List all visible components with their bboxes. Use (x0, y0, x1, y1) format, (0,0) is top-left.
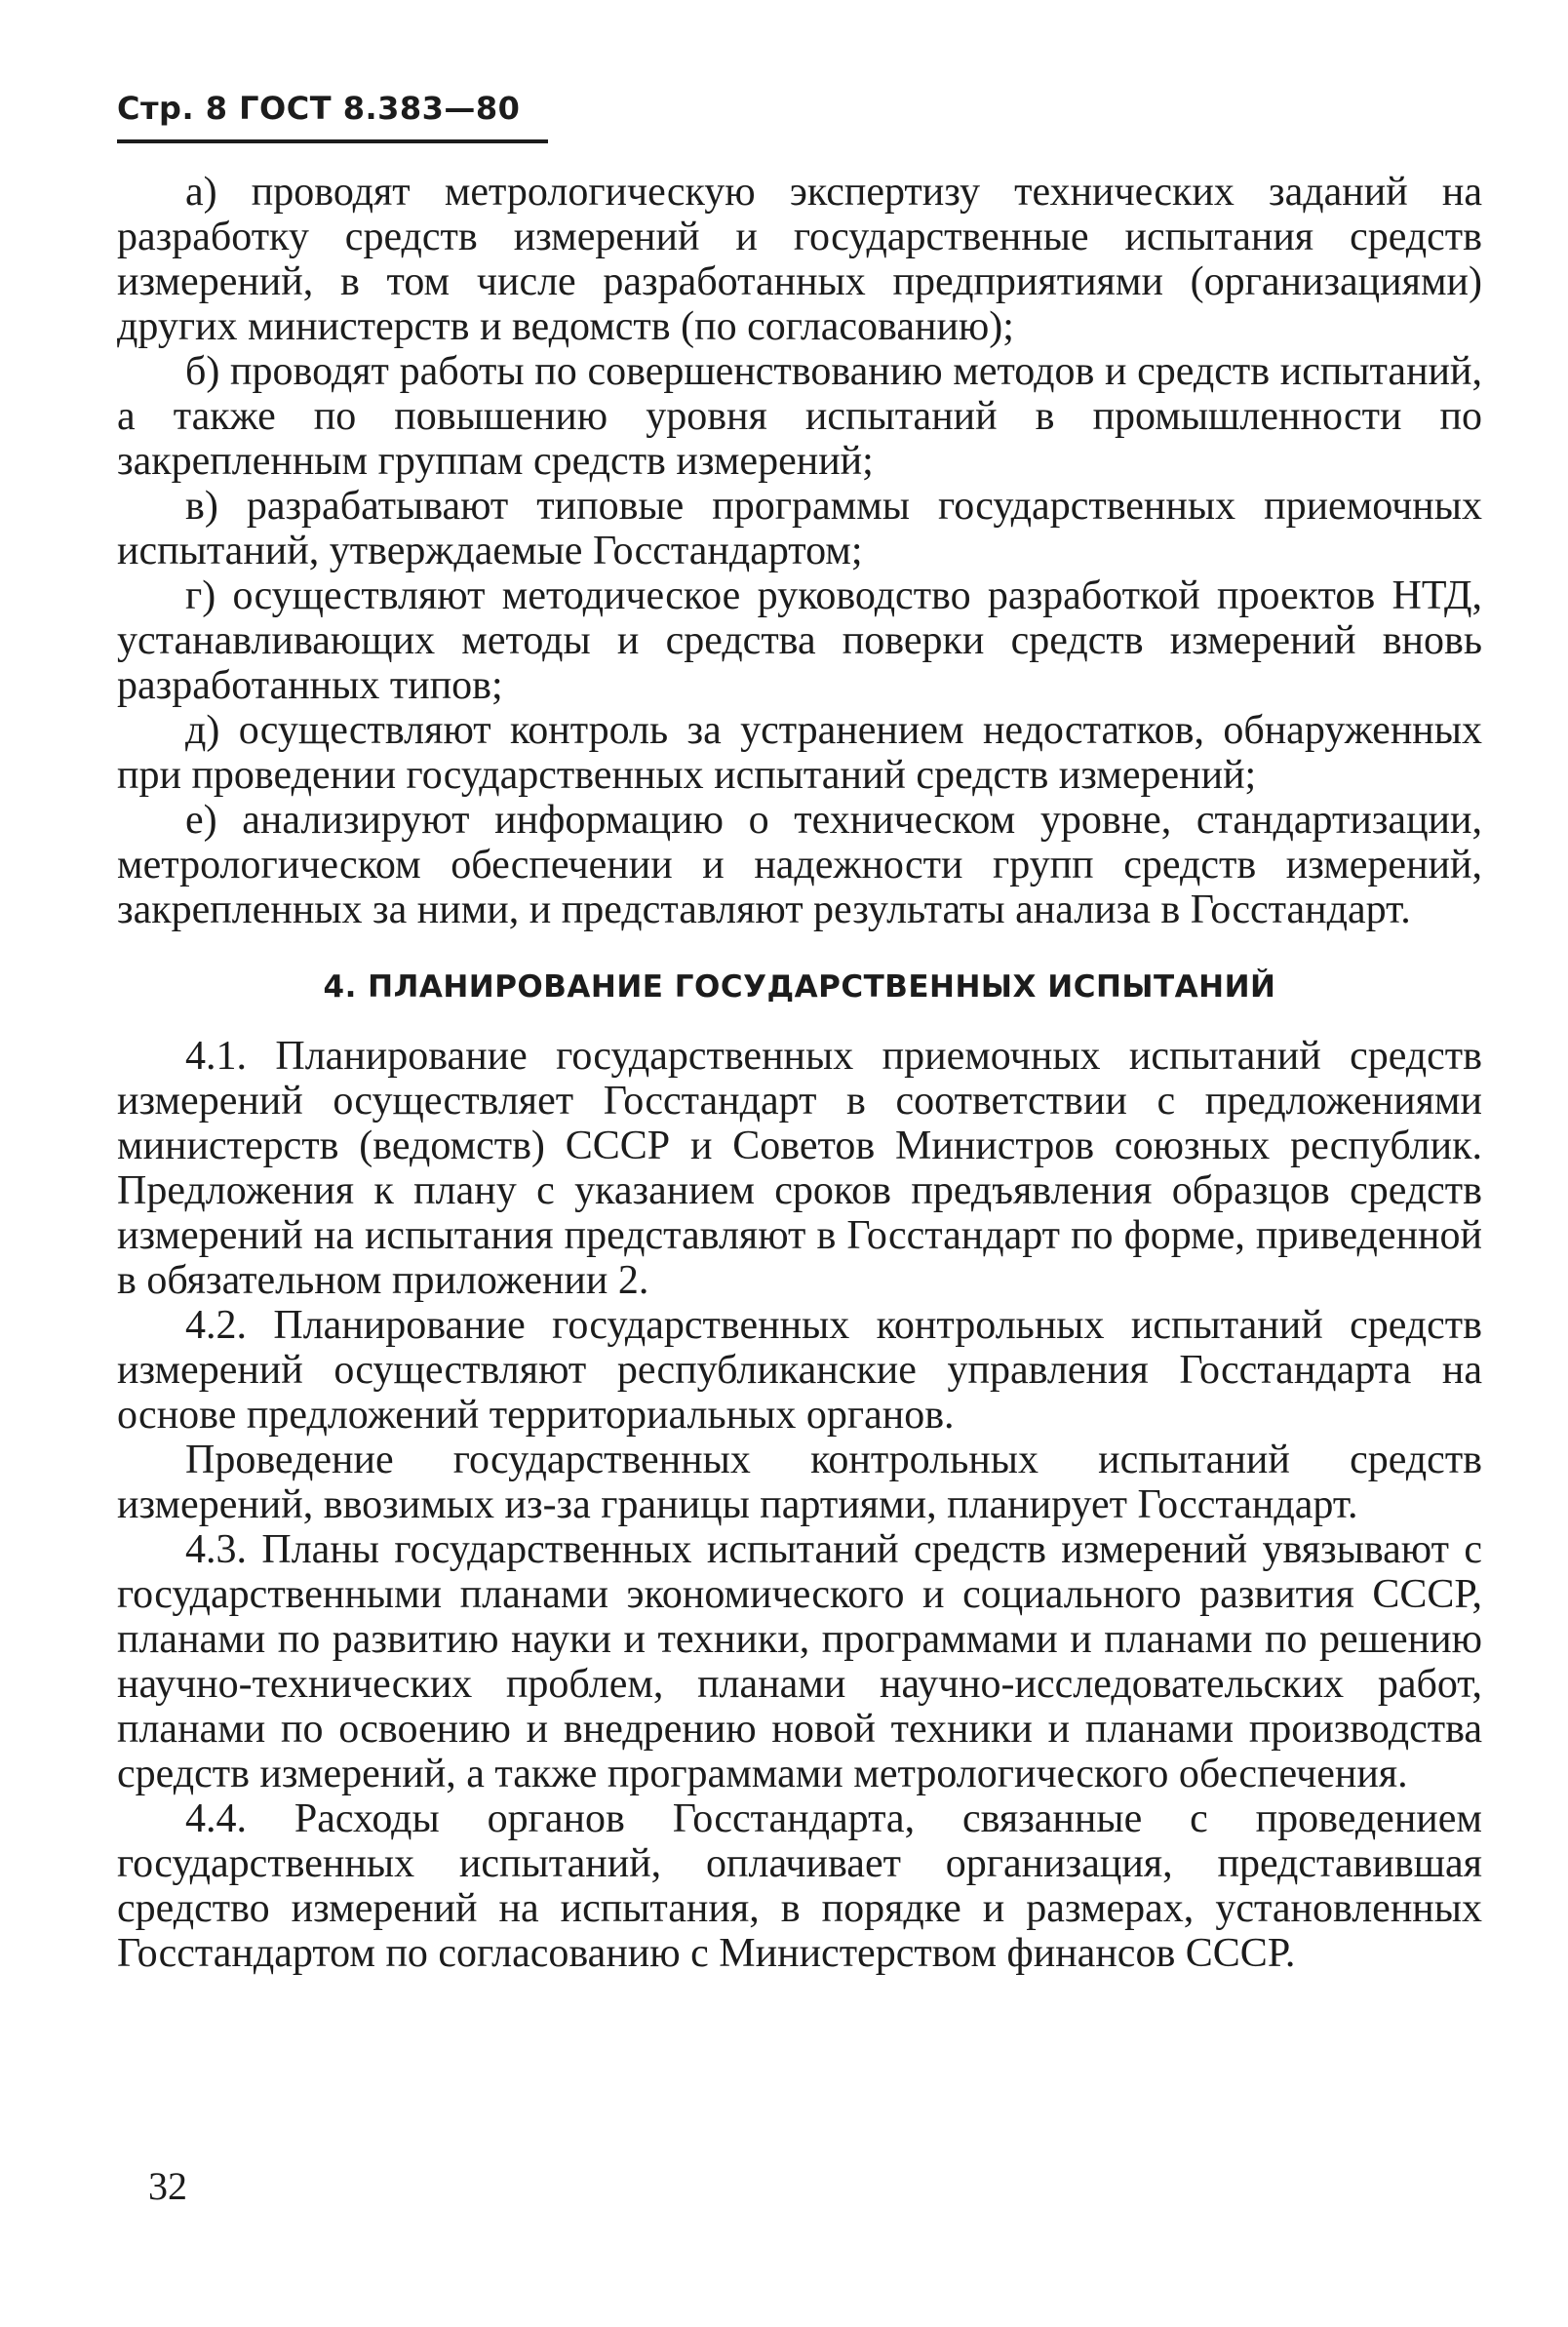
paragraph-4-2: 4.2. Планирование государственных контрольных испытаний средств измерений осуществляют республиканские управления Госстандарта на основе предложений территориальных органов. (117, 1303, 1482, 1438)
paragraph-4-3: 4.3. Планы государственных испытаний средств измерений увязывают с государственными планами экономического и социального развития СССР, планами по развитию науки и техники, программами и планами по решению научно-технических проблем, планами научно-исследовательских работ, планами по освоению и внедрению новой техники и планами производства средств измерений, а также программами метрологического обеспечения. (117, 1527, 1482, 1796)
paragraph-4-1: 4.1. Планирование государственных приемочных испытаний средств измерений осуществляет Госстандарт в соответствии с предложениями министерств (ведомств) СССР и Советов Министров союзных республик. Предложения к плану с указанием сроков предъявления образцов средств измерений на испытания представляют в Госстандарт по форме, приведенной в обязательном приложении 2. (117, 1034, 1482, 1303)
document-body (117, 170, 1482, 1976)
list-item-b: б) проводят работы по совершенствованию методов и средств испытаний, а также по повышению уровня испытаний в промышленности по закрепленным группам средств измерений; (117, 349, 1482, 484)
list-item-d: д) осуществляют контроль за устранением недостатков, обнаруженных при проведении государственных испытаний средств измерений; (117, 708, 1482, 798)
header-rule (117, 139, 548, 143)
list-item-e: е) анализируют информацию о техническом уровне, стандартизации, метрологическом обеспечении и надежности групп средств измерений, закрепленных за ними, и представляют результаты анализа в Госстандарт. (117, 798, 1482, 932)
paragraph-4-2-continued: Проведение государственных контрольных испытаний средств измерений, ввозимых из-за границы партиями, планирует Госстандарт. (117, 1438, 1482, 1527)
list-item-v: в) разрабатывают типовые программы государственных приемочных испытаний, утверждаемые Госстандартом; (117, 484, 1482, 573)
paragraph-4-4: 4.4. Расходы органов Госстандарта, связанные с проведением государственных испытаний, оплачивает организация, представившая средство измерений на испытания, в порядке и размерах, установленных Госстандартом по согласованию с Министерством финансов СССР. (117, 1796, 1482, 1976)
section-title: 4. ПЛАНИРОВАНИЕ ГОСУДАРСТВЕННЫХ ИСПЫТАНИЙ (323, 969, 1276, 1005)
list-item-a: а) проводят метрологическую экспертизу технических заданий на разработку средств измерений и государственные испытания средств измерений, в том числе разработанных предприятиями (организациями) других министерств и ведомств (по согласованию); (117, 170, 1482, 349)
page-number: 32 (148, 2164, 187, 2208)
running-header: Стр. 8 ГОСТ 8.383—80 (117, 90, 521, 127)
list-item-g: г) осуществляют методическое руководство разработкой проектов НТД, устанавливающих методы и средства поверки средств измерений вновь разработанных типов; (117, 573, 1482, 708)
